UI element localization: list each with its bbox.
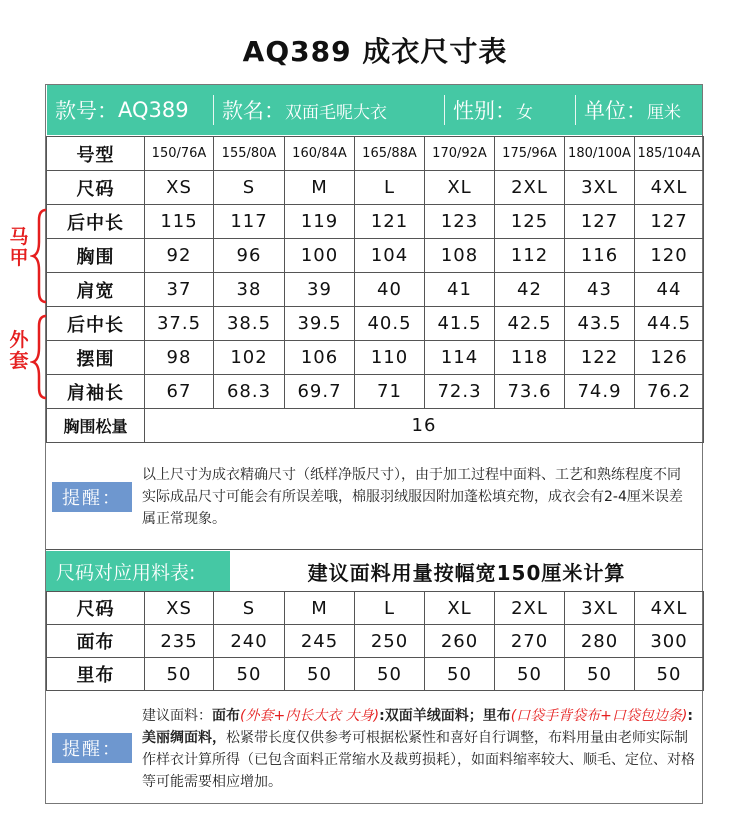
note-segment: :美丽绸面料， xyxy=(142,708,693,746)
table-cell: 50 xyxy=(495,658,565,691)
row-label: 后中长 xyxy=(47,205,145,239)
table-cell: 43 xyxy=(565,273,635,307)
table-cell: 180/100A xyxy=(565,137,635,171)
name-label: 款名： xyxy=(222,99,285,123)
table-cell: 50 xyxy=(214,658,285,691)
table-cell: 44 xyxy=(635,273,704,307)
table-cell: 96 xyxy=(214,239,285,273)
unit-cell xyxy=(576,85,702,135)
table-row xyxy=(47,273,704,307)
table-cell: 74.9 xyxy=(565,375,635,409)
table-row xyxy=(47,409,704,443)
coat-side-label: 外套 xyxy=(9,329,29,372)
row-label: 尺码 xyxy=(47,592,145,625)
table-cell: M xyxy=(285,592,355,625)
note-text: 以上尺寸为成衣精确尺寸（纸样净版尺寸），由于加工过程中面料、工艺和熟练程度不同实际成品尺寸可能会有所误差哦，棉服羽绒服因附加蓬松填充物，成衣会有2-4厘米误差属正常现象。 xyxy=(142,467,683,527)
table-cell: 50 xyxy=(285,658,355,691)
table-cell: 98 xyxy=(145,341,214,375)
table-cell: 270 xyxy=(495,625,565,658)
table-cell: 68.3 xyxy=(214,375,285,409)
table-cell: 185/104A xyxy=(635,137,704,171)
row-label: 肩袖长 xyxy=(47,375,145,409)
table-cell: 240 xyxy=(214,625,285,658)
note-segment: 建议面料： xyxy=(142,708,212,724)
table-cell: 69.7 xyxy=(285,375,355,409)
table-cell: M xyxy=(285,171,355,205)
table-cell: XS xyxy=(145,592,214,625)
table-cell: 280 xyxy=(565,625,635,658)
header-band xyxy=(47,85,702,135)
note-badge: 提醒： xyxy=(52,482,132,512)
row-label: 面布 xyxy=(47,625,145,658)
table-row xyxy=(47,625,704,658)
note-segment: (口袋手背袋布+口袋包边条) xyxy=(510,708,688,724)
table-cell: 117 xyxy=(214,205,285,239)
table-row xyxy=(47,307,704,341)
table-cell: 50 xyxy=(355,658,425,691)
note-text xyxy=(142,705,696,793)
row-label: 号型 xyxy=(47,137,145,171)
table-cell: 114 xyxy=(425,341,495,375)
table-row xyxy=(47,658,704,691)
table-cell: 104 xyxy=(355,239,425,273)
table-cell: 127 xyxy=(635,205,704,239)
table-row xyxy=(47,341,704,375)
table-cell: 123 xyxy=(425,205,495,239)
table-cell: XL xyxy=(425,171,495,205)
table-cell: 2XL xyxy=(495,592,565,625)
row-label: 摆围 xyxy=(47,341,145,375)
table-cell: XS xyxy=(145,171,214,205)
table-cell: 116 xyxy=(565,239,635,273)
gender-cell xyxy=(445,85,575,135)
note-segment: (外套+内长大衣 大身) xyxy=(240,708,380,724)
table-cell: 119 xyxy=(285,205,355,239)
table-cell: 38 xyxy=(214,273,285,307)
coat-brace-icon xyxy=(33,316,46,398)
table-cell: 150/76A xyxy=(145,137,214,171)
note-segment: 松紧带长度仅供参考可根据松紧性和喜好自行调整，布料用量由老师实际制作样衣计算所得（已包含面料正常缩水及裁剪损耗），如面料缩率较大、顺毛、定位、对格等可能需要相应增加。 xyxy=(142,730,695,790)
table-cell: 39.5 xyxy=(285,307,355,341)
table-cell: 115 xyxy=(145,205,214,239)
fabric-note xyxy=(46,693,703,803)
table-cell: 50 xyxy=(635,658,704,691)
table-cell: 126 xyxy=(635,341,704,375)
row-label: 里布 xyxy=(47,658,145,691)
table-cell: 235 xyxy=(145,625,214,658)
fabric-table xyxy=(46,591,704,691)
table-cell: 44.5 xyxy=(635,307,704,341)
table-cell: 165/88A xyxy=(355,137,425,171)
model-value: AQ389 xyxy=(118,98,189,122)
note-badge: 提醒： xyxy=(52,733,132,763)
table-cell: 76.2 xyxy=(635,375,704,409)
table-cell: 3XL xyxy=(565,592,635,625)
table-cell: 155/80A xyxy=(214,137,285,171)
table-row xyxy=(47,375,704,409)
table-cell: 40 xyxy=(355,273,425,307)
table-cell: 118 xyxy=(495,341,565,375)
unit-value: 厘米 xyxy=(647,102,681,123)
table-cell: 50 xyxy=(145,658,214,691)
table-cell: 38.5 xyxy=(214,307,285,341)
table-cell: 41 xyxy=(425,273,495,307)
table-cell: 37 xyxy=(145,273,214,307)
table-cell: 42.5 xyxy=(495,307,565,341)
table-cell: 260 xyxy=(425,625,495,658)
table-cell: 4XL xyxy=(635,171,704,205)
table-cell: S xyxy=(214,171,285,205)
table-cell: S xyxy=(214,592,285,625)
table-cell: 92 xyxy=(145,239,214,273)
table-cell: 50 xyxy=(425,658,495,691)
table-cell: 2XL xyxy=(495,171,565,205)
model-cell xyxy=(47,85,213,135)
row-label: 后中长 xyxy=(47,307,145,341)
table-cell: 39 xyxy=(285,273,355,307)
vest-brace-icon xyxy=(33,210,46,302)
table-cell: 40.5 xyxy=(355,307,425,341)
table-cell: 41.5 xyxy=(425,307,495,341)
table-cell: 170/92A xyxy=(425,137,495,171)
fabric-section-title: 建议面料用量按幅宽150厘米计算 xyxy=(307,560,626,585)
row-label: 胸围松量 xyxy=(47,409,145,443)
table-cell: 250 xyxy=(355,625,425,658)
fabric-section-label: 尺码对应用料表: xyxy=(46,551,230,591)
table-cell: 160/84A xyxy=(285,137,355,171)
table-cell: 300 xyxy=(635,625,704,658)
table-cell: 100 xyxy=(285,239,355,273)
table-cell: 106 xyxy=(285,341,355,375)
table-cell: 108 xyxy=(425,239,495,273)
table-cell: 72.3 xyxy=(425,375,495,409)
vest-side-label: 马甲 xyxy=(9,226,29,269)
table-cell: 50 xyxy=(565,658,635,691)
table-cell: 245 xyxy=(285,625,355,658)
table-row xyxy=(47,137,704,171)
table-cell: L xyxy=(355,171,425,205)
unit-label: 单位： xyxy=(584,99,647,123)
table-cell: 127 xyxy=(565,205,635,239)
name-value: 双面毛呢大衣 xyxy=(285,102,387,123)
gender-label: 性别： xyxy=(453,99,516,123)
row-label: 胸围 xyxy=(47,239,145,273)
table-cell: 71 xyxy=(355,375,425,409)
gender-value: 女 xyxy=(516,102,533,123)
table-cell: 43.5 xyxy=(565,307,635,341)
row-label: 尺码 xyxy=(47,171,145,205)
chest-ease-value: 16 xyxy=(145,409,704,443)
table-cell: 102 xyxy=(214,341,285,375)
table-cell: 112 xyxy=(495,239,565,273)
table-cell: 110 xyxy=(355,341,425,375)
table-row xyxy=(47,205,704,239)
table-cell: 120 xyxy=(635,239,704,273)
table-cell: 37.5 xyxy=(145,307,214,341)
table-cell: 125 xyxy=(495,205,565,239)
table-cell: 4XL xyxy=(635,592,704,625)
page-title: AQ389 成衣尺寸表 xyxy=(242,35,508,68)
table-cell: 73.6 xyxy=(495,375,565,409)
table-cell: 67 xyxy=(145,375,214,409)
size-note xyxy=(46,446,703,550)
note-segment: 面布 xyxy=(212,708,240,724)
name-cell xyxy=(214,85,444,135)
row-label: 肩宽 xyxy=(47,273,145,307)
table-row xyxy=(47,171,704,205)
table-cell: 3XL xyxy=(565,171,635,205)
table-cell: 175/96A xyxy=(495,137,565,171)
table-cell: 121 xyxy=(355,205,425,239)
table-cell: XL xyxy=(425,592,495,625)
table-row xyxy=(47,592,704,625)
note-segment: :双面羊绒面料；里布 xyxy=(379,708,511,724)
table-row xyxy=(47,239,704,273)
table-cell: L xyxy=(355,592,425,625)
model-label: 款号： xyxy=(55,99,118,123)
table-cell: 42 xyxy=(495,273,565,307)
size-table xyxy=(46,136,704,443)
table-cell: 122 xyxy=(565,341,635,375)
